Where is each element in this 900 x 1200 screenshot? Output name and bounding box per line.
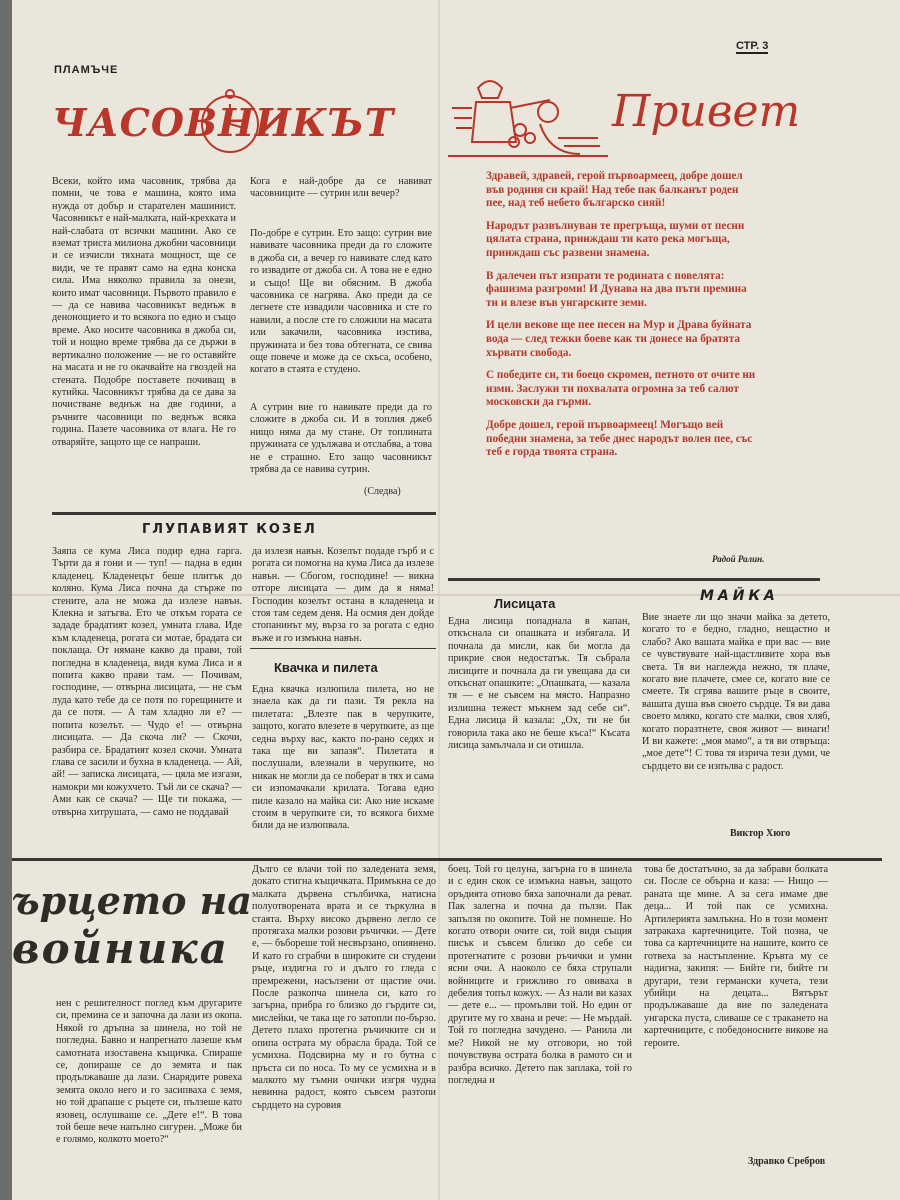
poem-stanza: С победите си, ти боецо скромен, петното от очите ни изми. Заслужи ти похвалата огромна за теб салют московски да гърми. (486, 369, 756, 409)
mother-article-body: Вие знаете ли що значи майка за детето, когато то е бедно, гладно, нещастно и слабо? Ако вашата майка е при вас — вие се чувствувате най-щастливите хора във света. Тя ви наглежда нежно, тя плаче, когато вие плачете, смее се, когато вие се смеете. Тя сгрява вашите ръце в своите, вашата душа във своето сърдце. Тя ви дава своето мляко, когато сте малки, своя хляб, когато поразтнете, своя живот — винаги! И ви кажете: „моя мамо“, а тя ви отвръща: „мое дете“! С това тя изрича тези думи, че сърдцето ви се изпълва с радост. (642, 612, 830, 772)
poem-body (486, 170, 756, 469)
goat-article-col1: Заяпа се кума Лиса подир една гарга. Търти да я гони и — туп! — падна в един кладенец. Кладенецът беше плитък до коляно. Кума Лиса почна да стърже по стените, ала не можа да излезе навън. Клекна и затъгва. Ето че откъм гората се зададе брадатият козел, умната глава. Иде към кладенеца, рогата си мотае, брадата си поклаща. От нямане какво да прави, той погледна в кладенеца, видя кума Лиса и я попита какво прави там. — Почивам, господине, — отвърна лисицата, — не съм луда като тебе да се потя по горещините и да се потя. — А там хладно ли е? — попита козелът. — Чудо е! — отвърна лисицата. — Да скоча ли? — Скочи, разбира се. Брадатият козел скочи. Умната глава се засили и бухна в кладенеца. — Ай, ай! — записка лисицата, — цяла ме изгази, намокри ми кожухчето. Тъй ли се скача? — Ами как се скача? — Ще ти покажа, — отвърна хитрушата, — само не поддавай (52, 546, 242, 818)
clock-article-col1: Всеки, който има часовник, трябва да помни, че това е машина, която има нужда от добър и старателен машинист. Часовникът е най-малката, най-крехката и най-слабата от всички машини. Ако се вземат триста милиона джобни часовници и се изчисли тяхната мощност, ще се види, че те правят само на една конска сила. Има няколко правила за онези, които имат часовници. Първото правило е — да се навива часовникът веднъж в денонощието и то всякога по едно и също време. Ако носите часовника в джоба си, той и нощно време трябва да се държи в вертикално положение — не го оставяйте на масата и не го окачвайте на гвоздей на стената. Подобре поставете почиващ в кутийка. Часовникът трябва да се дава за почистване веднъж на две години, а ръчните часовници по веднъж всяка година. Пазете часовника от влага. Не го отваряйте, защото ще се напраши. (52, 176, 236, 448)
soldier-article-col3: боец. Той го целуна, загърна го в шинела и с един скок се измъкна навън, защото оръдията отново бяха започнали да реват. Пак залегна и почна да пълзи. Пак запълзя по окопите. Той не помнеше. Но когато отвори очите си, той видя същия писък и съвсем близко до себе си протегнатите с розови ръчички и умни ясни очи. А наоколо се бяха струпали войниците и грижливо го овиваха в дебелия топъл кожух. — Аз нали ви казах — дете е... — промълви той. Но един от другите му го хвана и рече: — Не мърдай. Той го погледна зачудено. — Ранила ли ме? Никой не му отговори, но той почувствува острата болка в рамото си и разбра всичко. Детето пак заплака, той го погледна и (448, 864, 632, 1086)
soldier-article-col2: Дълго се влачи той по заледената земя, докато стигна къщичката. Примъкна се до малката дървена стълбичка, натисна полуотворената врата и се търкулна в стаята. Върху високо дървено легло се протягаха малки розови ръчички. — Дете е, — бъбореше той несвързано, опиянено. И като го сграбчи в широките си студени ръце, издигна го и дълго го гледа с премрежени, насълзени от щастие очи. После разкопча шинела си, като го загърна, прибра го близко до гърдите си, мислейки, че така ще го затопли по-бързо. Детето плахо протегна ръчичките си и опипа острата му обрасла брада. Той се усмихна. Подсвирна му и го бутна с пръста си по носа. То му се усмихна и в малкото му тъмни очички изгря чудна невинна радост, която съвсем разтопи сърдцето на суровия (252, 864, 436, 1111)
mother-article-title: МАЙКА (700, 588, 779, 604)
soldier-article-title-line2: войника (12, 924, 229, 973)
divider-rule (52, 512, 436, 515)
clock-article-col2-question: Кога е най-добре да се навиват часовниците — сутрин или вечер? (250, 176, 432, 200)
divider-rule (250, 648, 436, 649)
mother-article-author: Виктор Хюго (730, 828, 791, 839)
poem-stanza: Добре дошел, герой първоармеец! Могъщо вей победни знамена, за тебе днес народът волен пее, със теб е горда твоята страна. (486, 418, 753, 459)
fold-crease-vertical (438, 0, 440, 1200)
fox-article-body: Една лисица попаднала в капан, откъснала си опашката и избягала. И почнала да мисли, как би могла да прикрие своя недостатък. Тя събрала лисиците и почнала да ги увещава да си откъснат опашките: „Опашката, — казала тя — е не съвсем на място. Напразно излишна тежест мъкнем зад себе си“. Една лисица й казала: „Ох, ти не би говорила така ако не беше къса!“ Късата лисица замълчала и си отишла. (448, 616, 630, 752)
page-number: СТР. 3 (736, 40, 769, 52)
divider-rule (12, 858, 882, 861)
clock-article-title: ЧАСОВНИКЪТ (52, 100, 395, 145)
soldier-article-author: Здравко Сребров (748, 1156, 826, 1167)
soldier-article-title-line1: ърцето на (12, 878, 253, 923)
poem-author: Радой Ралин. (712, 554, 765, 564)
poem-stanza: В далечен път изпрати те родината с повелята: фашизма разгроми! И Дунава на два пъти премина ти и влезе във унгарските земи. (486, 269, 747, 309)
poem-stanza: Здравей, здравей, герой първоармеец, добре дошел във родния си край! Над тебе пак балканът роден пее, над теб небето българско сияй! (486, 170, 743, 210)
clock-article-col2-end: А сутрин вие го навивате преди да го сложите в джоба си. И в топлия джеб нищо няма да му стане. От топлината пружината се удължава и отслабва, а това не е страшно. Ето защо часовникът трябва да се навива сутрин. (250, 402, 432, 476)
divider-rule (448, 578, 820, 581)
masthead-title: ПЛАМЪЧЕ (54, 64, 119, 76)
fox-article-title: Лисицата (494, 596, 556, 611)
soldier-illustration (448, 68, 608, 160)
soldier-article-col1: нен с решителност поглед към другарите си, премина се и започна да лази из окопа. Някой го дръпна за шинела, но той не погледна. Бавно и напрегнато лазеше към самотната изоставена къщичка. Спираше се, допираше се до земята и пак продължаваше да лази. Снарядите ровеха земята около него и го засипваха с земя, но той драпаше с ръцете си, пълзеше като язовец, ослушваше се. „Дете е!“. В това той беше вече напълно сигурен. „Може би е голямо, колкото моето?“ (56, 998, 242, 1146)
goat-article-col2: да излезя навън. Козелът подаде гърб и с рогата си помогна на кума Лиса да излезе навън. — Сбогом, господине! — викна отгоре лисицата — дим да я няма! Господин козелът остана в кладенеца и стоя там седем деня. На осмия ден дойде стопанинът му, върза го за рогата с едно въже и го измъкна навън. (252, 546, 434, 644)
goat-article-title: ГЛУПАВИЯТ КОЗЕЛ (142, 522, 317, 537)
hen-article-title: Квачка и пилета (274, 660, 378, 675)
newspaper-page (12, 0, 900, 1200)
poem-stanza: Народът развълнуван те прегръща, шуми от песни цялата страна, прииждаш ти като река могъща, прииждаш със развени знамена. (486, 219, 745, 259)
soldier-article-col4: това бе достатъчно, за да забрави болката си. После се обърна и каза: — Нищо — раната ще мине. А за сега имаме две деца... И той пак се усмихна. Артилерията замлъкна. Но в този момент затракаха картечниците. Той позна, че това са картечниците на нашите, които се готвеха за настъпление. Кръвта му се надигна, закипя: — Бийте ги, бийте ги другари, тези германски кучета, тези убийци на децата... Вятърът продължаваше да вие по заледената унгарска пуста, сливаше се с тракането на картечниците, с победоносните викове на героите. (644, 864, 828, 1049)
hen-article-body: Една квачка излюпила пилета, но не знаела как да ги пази. Тя рекла на пилетата: „Влезте пак в черупките, защото, когато влезете в черупките, аз ще седна върху вас, както по-рано седях и така ще ви запазя“. Пилетата я послушали, влезнали в черупките, но никак не могли да се поберат в тях и сама си изпомачкали крилата. Тогава едно пиле казало на майка си: Ако ние искаме стоим в черупките си, то всякога бихме били да не излюпвала. (252, 684, 434, 832)
clock-article-col2-answer: По-добре е сутрин. Ето защо: сутрин вие навивате часовника преди да го сложите в джоба си, а вечер го навивате след като го извадите от джоба си. А това не е едно и също! Ще ви обясним. В джоба часовника се нагрява. Ако преди да се легнете сте извадили часовника и сте го навили, а после сте го сложили на масата или закачили, часовника изстива, пружината и без това обтегната, се свива още повече и може да се скъса, особено, когато в стаята е студено. (250, 228, 432, 376)
poem-stanza: И цели векове ще пее песен на Мур и Драва буйната вода — след тежки боеве как ти донесе на братята хървати свобода. (486, 319, 752, 359)
continued-note: (Следва) (364, 486, 401, 497)
poem-title: Привет (612, 86, 801, 137)
